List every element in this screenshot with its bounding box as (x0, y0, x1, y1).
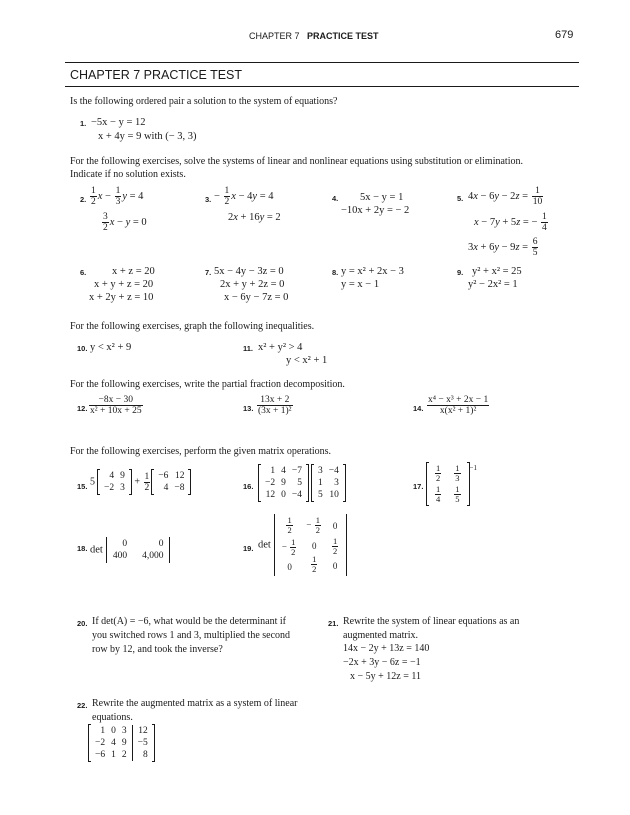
problem-number: 14. (413, 404, 424, 413)
instruction-matrix: For the following exercises, perform the given matrix operations. (70, 446, 332, 457)
problem-number: 3. (205, 195, 212, 204)
q6-line1: x + z = 20 (112, 266, 155, 277)
q7-line3: x − 6y − 7z = 0 (224, 292, 289, 303)
problem-number: 17. (413, 482, 424, 491)
q12-denominator: x² + 10x + 25 (90, 406, 142, 416)
problem-number: 16. (243, 482, 254, 491)
instruction-systems-line1: For the following exercises, solve the systems of linear and nonlinear equations using substitution or elimination. (70, 156, 523, 167)
q20-line2: you switched rows 1 and 3, multiplied the second (92, 630, 291, 641)
instruction-graph: For the following exercises, graph the following inequalities. (70, 321, 315, 332)
q13-fraction (256, 395, 294, 416)
q17-inverse: $\frac{1}{2}$ $\frac{1}{4}$ $\frac{1}{3}$ $\frac{1}{5}$ $^{-1}$ (426, 462, 477, 506)
problem-number: 12. (77, 404, 88, 413)
q4-line2: −10x + 2y = − 2 (341, 205, 410, 216)
q8-line2: y = x − 1 (341, 279, 380, 290)
q20-line3: row by 12, and took the inverse? (92, 644, 223, 655)
q4-line1: 5x − y = 1 (360, 192, 404, 203)
q2-equation-1: $\frac{1}{2}$ x − $\frac{1}{3}$ y = 4 (91, 186, 144, 207)
problem-number: 5. (457, 194, 464, 203)
q11-line1: x² + y² > 4 (258, 342, 303, 353)
q21-eq2: −2x + 3y − 6z = −1 (343, 657, 421, 668)
q14-numerator: x⁴ − x³ + 2x − 1 (428, 395, 489, 405)
q5-equation-2: x − 7y + 5z = − $\frac{1}{4}$ (474, 212, 547, 233)
instruction-q1: Is the following ordered pair a solution to the system of equations? (70, 96, 338, 107)
q18-determinant: det 0 400 0 4,000 (90, 537, 170, 563)
q5-equation-3: 3x + 6y − 9z = $\frac{6}{5}$ (468, 237, 538, 258)
q21-line1: Rewrite the system of linear equations as an (343, 616, 520, 627)
q12-numerator: −8x − 30 (89, 395, 143, 406)
q22-line2: equations. (92, 712, 133, 723)
q3-equation-1: − $\frac{1}{2}$ x − 4y = 4 (214, 186, 274, 207)
top-rule (65, 62, 579, 63)
problem-number: 11. (243, 344, 254, 353)
q1-line1: −5x − y = 12 (91, 117, 146, 128)
q14-fraction (426, 395, 490, 416)
problem-number: 13. (243, 404, 254, 413)
header-section: PRACTICE TEST (307, 31, 379, 41)
q7-line1: 5x − 4y − 3z = 0 (214, 266, 284, 277)
problem-number: 19. (243, 544, 254, 553)
q13-denominator: (3x + 1)² (258, 406, 292, 416)
problem-number: 10. (77, 344, 88, 353)
problem-number: 4. (332, 194, 339, 203)
q8-line1: y = x² + 2x − 3 (341, 266, 404, 277)
problem-number: 20. (77, 619, 88, 628)
instruction-partial-fractions: For the following exercises, write the partial fraction decomposition. (70, 379, 345, 390)
q22-augmented-matrix: 1 −2 −6 0 4 1 3 9 2 12 −5 8 (88, 724, 155, 762)
q14-denominator: x(x² + 1)² (439, 406, 477, 416)
problem-number: 6. (80, 268, 87, 277)
problem-number: 18. (77, 544, 88, 553)
problem-number: 22. (77, 701, 88, 710)
problem-number: 15. (77, 482, 88, 491)
q13-numerator: 13x + 2 (257, 395, 293, 406)
q6-line2: x + y + z = 20 (94, 279, 154, 290)
q7-line2: 2x + y + 2z = 0 (220, 279, 285, 290)
problem-number: 8. (332, 268, 339, 277)
q21-line2: augmented matrix. (343, 630, 418, 641)
q19-determinant: det $\frac{1}{2}$ − $\frac{1}{2}$ 0 − $\frac{1}{2}$ 0 $\frac{1}{2}$ 0 $\frac{1}{2}$ 0 (258, 514, 347, 576)
title-rule (65, 86, 579, 87)
problem-number: 9. (457, 268, 464, 277)
page-title: CHAPTER 7 PRACTICE TEST (70, 68, 243, 82)
q9-line2: y² − 2x² = 1 (468, 279, 518, 290)
q21-eq3: x − 5y + 12z = 11 (350, 671, 421, 682)
q20-line1: If det(A) = −6, what would be the determinant if (92, 616, 286, 627)
q9-line1: y² + x² = 25 (472, 266, 522, 277)
header-chapter: CHAPTER 7 (249, 31, 300, 41)
q1-line2: x + 4y = 9 with (− 3, 3) (98, 131, 197, 142)
problem-number: 1. (80, 119, 87, 128)
q12-fraction (88, 395, 144, 416)
page-number: 679 (555, 29, 574, 41)
q16-product: 1 −2 12 4 9 0 −7 5 −4 3 1 5 −4 3 10 (258, 464, 346, 502)
q15-expression: 5 4 −2 9 3 + $\frac{1}{2}$ −6 4 12 −8 (90, 469, 191, 495)
instruction-systems-line2: Indicate if no solution exists. (70, 169, 186, 180)
q6-line3: x + 2y + z = 10 (89, 292, 154, 303)
q2-equation-2: $\frac{3}{2}$ x − y = 0 (103, 212, 147, 233)
problem-number: 7. (205, 268, 212, 277)
q11-line2: y < x² + 1 (286, 355, 328, 366)
q10-inequality: y < x² + 9 (90, 342, 132, 353)
q5-equation-1: 4x − 6y − 2z = $\frac{1}{10}$ (468, 186, 543, 207)
problem-number: 2. (80, 195, 87, 204)
q21-eq1: 14x − 2y + 13z = 140 (343, 643, 430, 654)
problem-number: 21. (328, 619, 339, 628)
q22-line1: Rewrite the augmented matrix as a system of linear (92, 698, 298, 709)
q3-equation-2: 2x + 16y = 2 (228, 212, 281, 223)
running-header (249, 31, 379, 41)
